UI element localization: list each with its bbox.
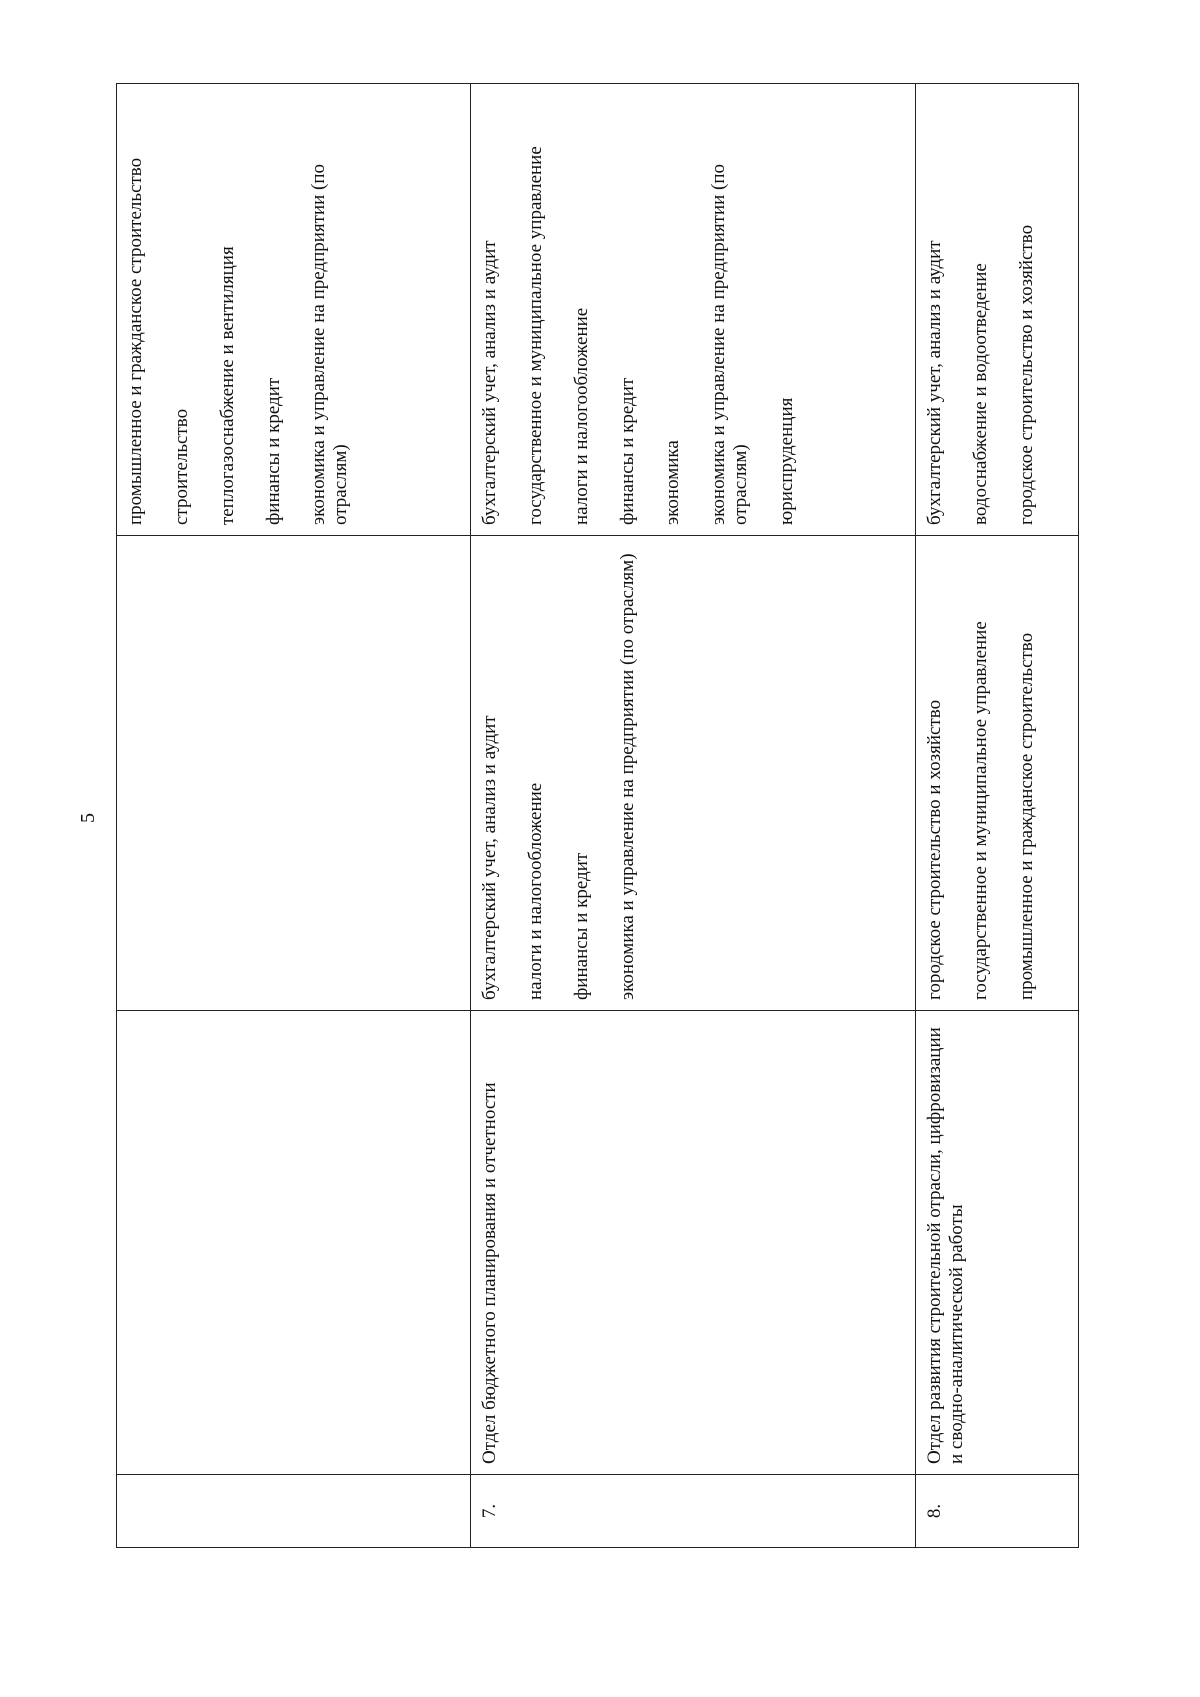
- additional-specialties: [117, 84, 471, 536]
- list-item: бухгалтерский учет, анализ и аудит: [479, 240, 500, 525]
- list-item: теплогазоснабжение и вентиляция: [216, 246, 238, 525]
- list-item: бухгалтерский учет, анализ и аудит: [479, 715, 500, 1000]
- list-item: экономика и управление на предприятии (по отраслям): [308, 163, 352, 525]
- department-name: Отдел развития строительной отрасли, цифровизации и сводно-аналитической работы: [916, 1011, 1079, 1475]
- basic-specialties: [117, 536, 471, 1011]
- list-item: городское строительство и хозяйство: [924, 699, 945, 1000]
- department-name: Отдел бюджетного планирования и отчетности: [471, 1011, 916, 1475]
- list-item: юриспруденция: [775, 397, 797, 525]
- basic-specialties: [916, 536, 1079, 1011]
- additional-specialties: [916, 84, 1079, 536]
- list-item: экономика: [662, 440, 684, 525]
- list-item: налоги и налогообложение: [570, 307, 592, 525]
- additional-specialties: [471, 84, 916, 536]
- list-item: государственное и муниципальное управление: [969, 621, 991, 1000]
- rotated-table-wrapper: [116, 84, 1078, 1548]
- list-item: финансы и кредит: [570, 852, 592, 1000]
- page-number: 5: [77, 813, 99, 823]
- list-item: бухгалтерский учет, анализ и аудит: [924, 240, 945, 525]
- list-item: промышленное и гражданское строительство: [1015, 632, 1037, 1000]
- basic-specialties: [471, 536, 916, 1011]
- list-item: финансы и кредит: [262, 377, 284, 525]
- row-number: 8.: [916, 1475, 1079, 1548]
- table-row: [117, 84, 471, 1548]
- list-item: водоснабжение и водоотведение: [969, 263, 991, 525]
- list-item: строительство: [170, 408, 192, 525]
- row-number: 7.: [471, 1475, 916, 1548]
- list-item: промышленное и гражданское строительство: [125, 157, 146, 525]
- row-number: [117, 1475, 471, 1548]
- department-name: [117, 1011, 471, 1475]
- list-item: экономика и управление на предприятии (по отраслям): [708, 163, 752, 525]
- specialties-table: [116, 83, 1079, 1548]
- table-row: [471, 84, 916, 1548]
- list-item: налоги и налогообложение: [524, 782, 546, 1000]
- list-item: государственное и муниципальное управление: [524, 146, 546, 525]
- table-row: [916, 84, 1079, 1548]
- list-item: городское строительство и хозяйство: [1015, 224, 1037, 525]
- list-item: финансы и кредит: [616, 377, 638, 525]
- list-item: экономика и управление на предприятии (по отраслям): [616, 553, 638, 1000]
